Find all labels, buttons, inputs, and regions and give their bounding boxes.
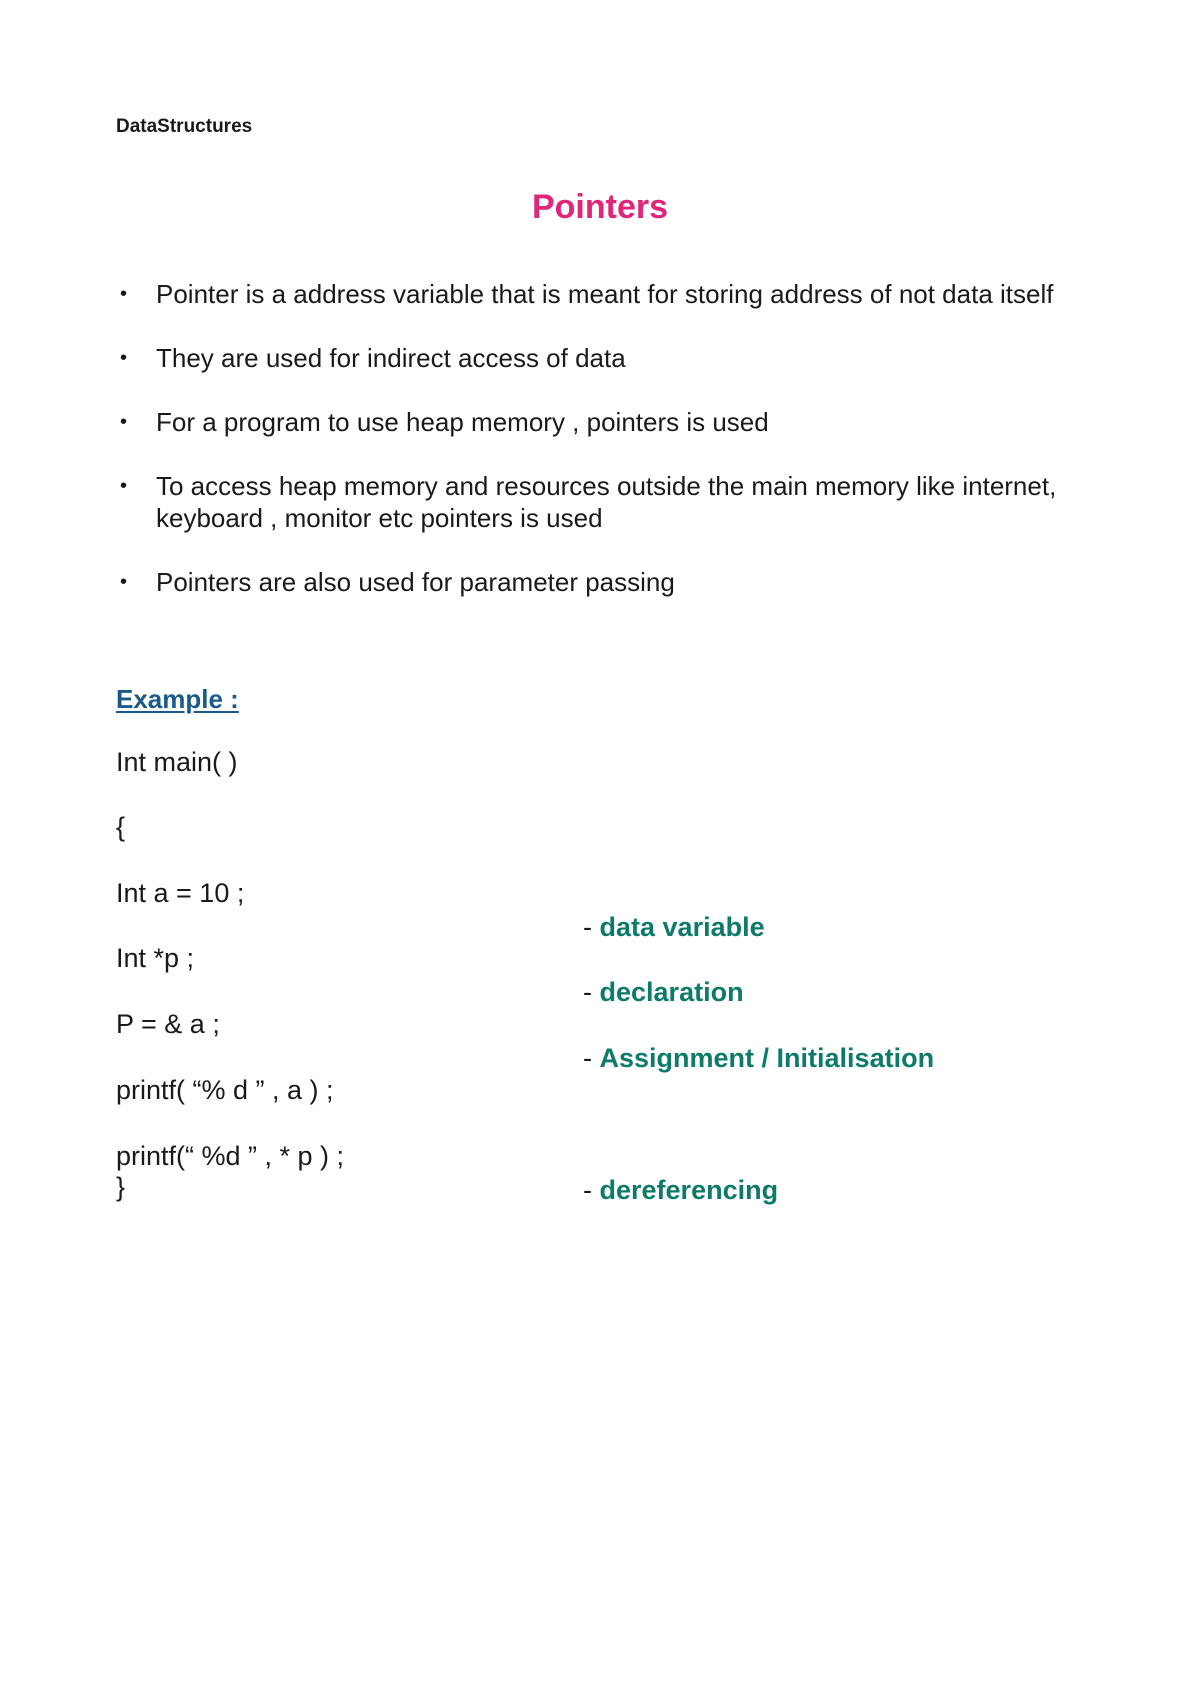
comment-text: declaration (599, 977, 744, 1007)
header-label: DataStructures (116, 116, 253, 137)
comment-text: Assignment / Initialisation (599, 1043, 935, 1073)
bullet-text: Pointer is a address variable that is meant for storing address of not data itself (156, 279, 1054, 309)
bullet-item (116, 566, 1096, 598)
code-line-close-brace: } (116, 1172, 126, 1202)
bullet-item (116, 470, 1096, 534)
comment-dash: - (583, 1043, 600, 1073)
bullet-icon: • (120, 411, 128, 433)
comment-dash: - (583, 912, 600, 942)
bullet-item (116, 342, 1096, 374)
code-line-int-a: Int a = 10 ; (116, 878, 245, 908)
code-line-main: Int main( ) (116, 747, 238, 777)
bullet-icon: • (120, 475, 128, 497)
bullet-item (116, 406, 1096, 438)
bullet-text: They are used for indirect access of data (156, 343, 626, 373)
bullet-item (116, 278, 1096, 310)
bullet-list (116, 278, 1096, 630)
bullet-text: To access heap memory and resources outside the main memory like internet, keyboard , monitor etc pointers is used (156, 471, 1057, 533)
code-line-assign: P = & a ; (116, 1009, 220, 1039)
bullet-icon: • (120, 347, 128, 369)
code-line-printf-p: printf(“ %d ” , * p ) ; (116, 1141, 345, 1171)
comment-dereferencing (553, 1139, 778, 1241)
code-line-printf-a: printf( “% d ” , a ) ; (116, 1075, 334, 1105)
bullet-icon: • (120, 571, 128, 593)
comment-assignment (553, 1007, 934, 1109)
comment-text: dereferencing (599, 1175, 779, 1205)
bullet-icon: • (120, 283, 128, 305)
comment-dash: - (583, 977, 600, 1007)
comment-dash: - (583, 1175, 600, 1205)
comment-text: data variable (599, 912, 765, 942)
code-line-open-brace: { (116, 812, 126, 842)
bullet-text: Pointers are also used for parameter passing (156, 567, 675, 597)
bullet-text: For a program to use heap memory , pointers is used (156, 407, 769, 437)
example-heading: Example : (116, 684, 239, 714)
page-title: Pointers (531, 188, 669, 226)
code-line-int-p: Int *p ; (116, 943, 195, 973)
